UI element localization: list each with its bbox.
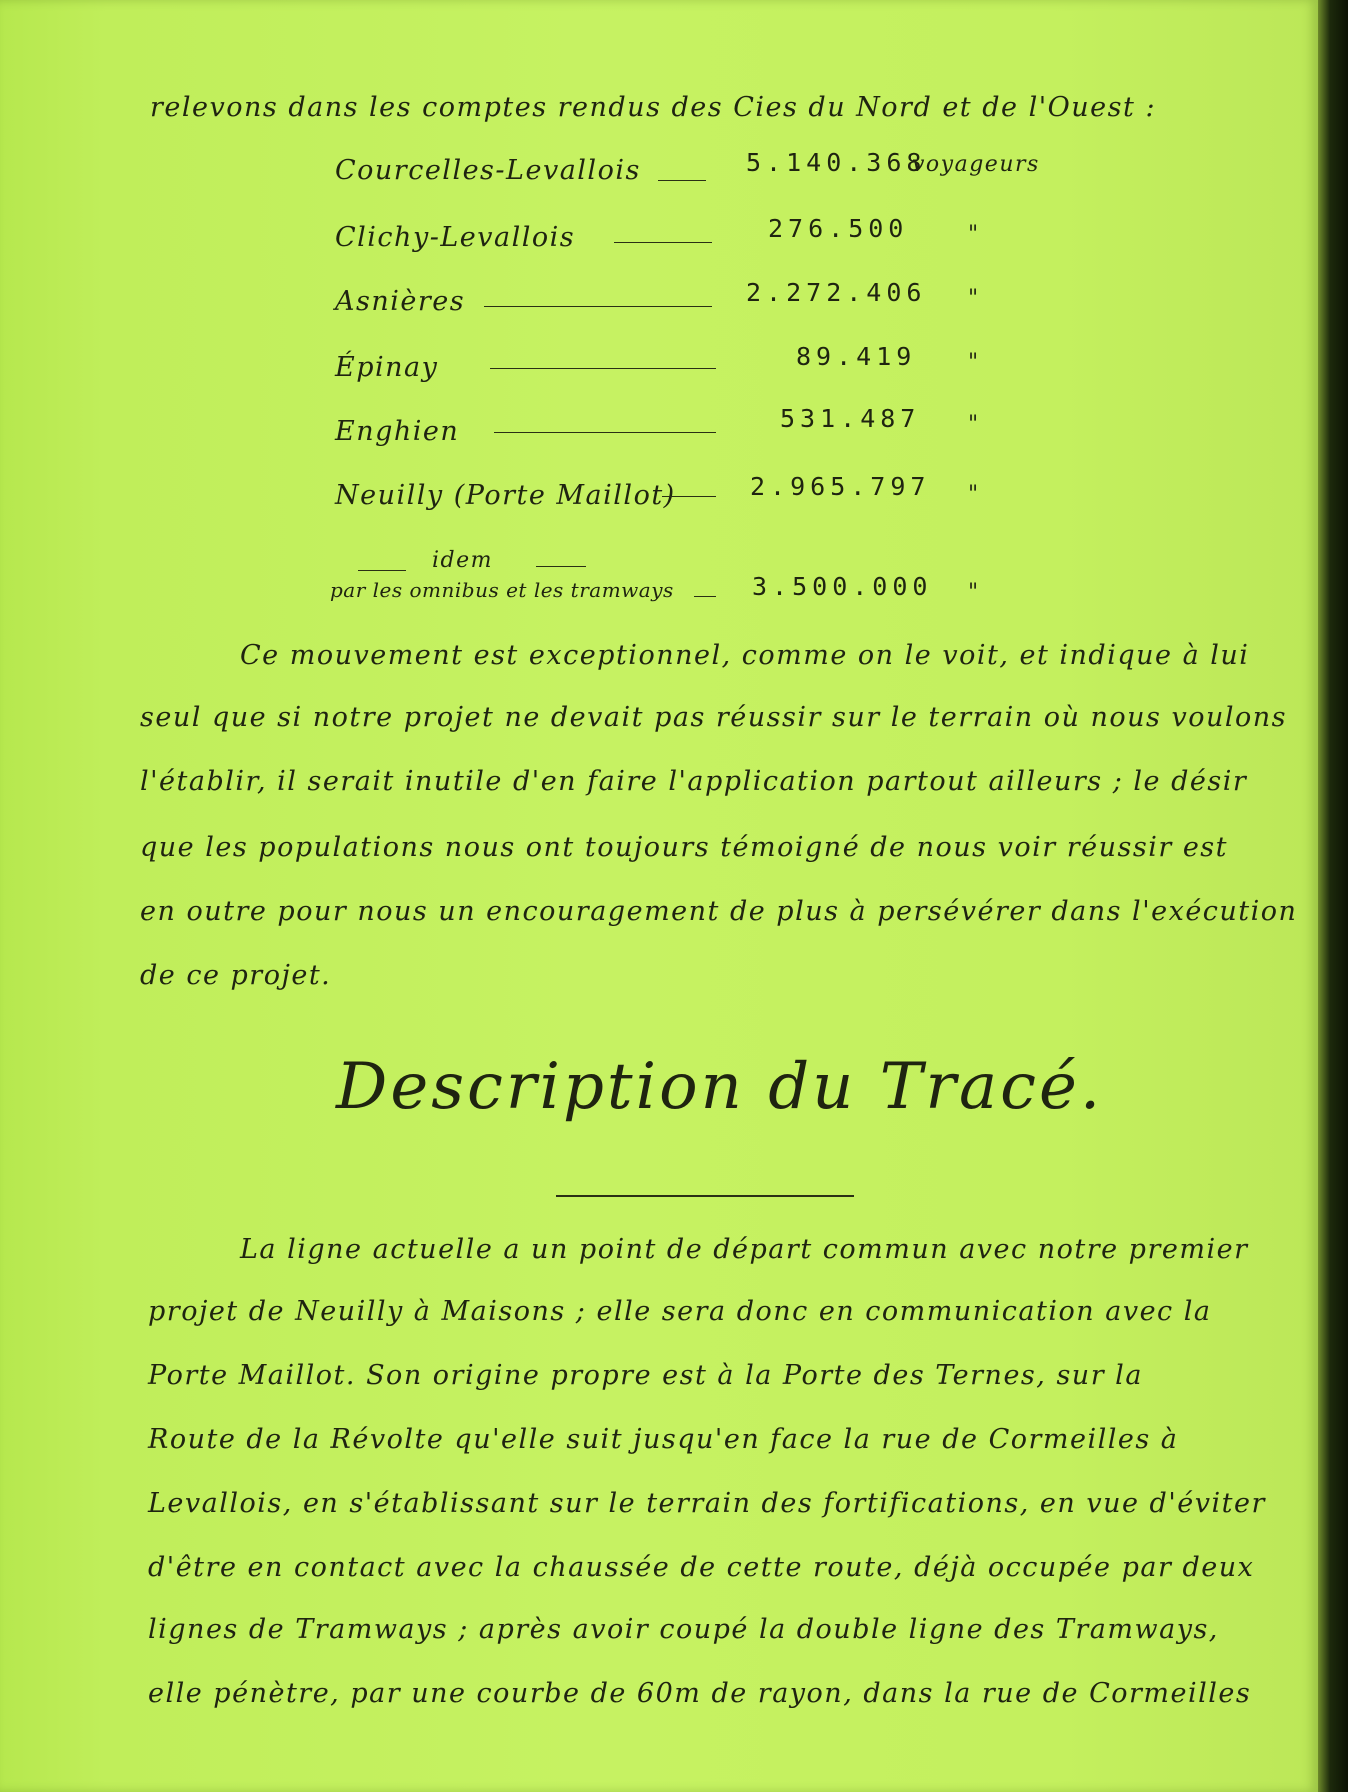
ditto-mark: ": [968, 286, 980, 311]
section-heading: Description du Tracé.: [336, 1050, 1104, 1124]
station-name: Clichy-Levallois: [335, 222, 576, 253]
leader-line: [484, 306, 712, 307]
leader-line: [662, 496, 716, 497]
ditto-mark: ": [968, 412, 980, 437]
text-line: Levallois, en s'établissant sur le terrain des fortifications, en vue d'éviter: [148, 1488, 1266, 1519]
leader-line: [358, 570, 406, 571]
idem-label: par les omnibus et les tramways: [330, 578, 674, 602]
station-name: Enghien: [335, 416, 460, 447]
station-value: 276.500: [768, 214, 909, 243]
station-name: Asnières: [335, 286, 466, 317]
text-line: seul que si notre projet ne devait pas réussir sur le terrain où nous voulons: [140, 702, 1288, 733]
text-line: La ligne actuelle a un point de départ commun avec notre premier: [240, 1234, 1249, 1265]
station-value: 531.487: [780, 404, 921, 433]
station-unit: voyageurs: [912, 152, 1040, 177]
leader-line: [490, 368, 716, 369]
text-line: elle pénètre, par une courbe de 60m de rayon, dans la rue de Cormeilles: [148, 1678, 1252, 1709]
ditto-mark: ": [968, 482, 980, 507]
text-line: Route de la Révolte qu'elle suit jusqu'en face la rue de Cormeilles à: [148, 1424, 1179, 1455]
text-line: d'être en contact avec la chaussée de cette route, déjà occupée par deux: [148, 1552, 1255, 1583]
leader-line: [494, 432, 716, 433]
idem-value: 3.500.000: [752, 572, 933, 601]
leader-line: [536, 566, 586, 567]
station-name: Épinay: [335, 352, 439, 383]
page-edge-shadow: [1318, 0, 1348, 1792]
station-value: 89.419: [796, 342, 917, 371]
station-value: 2.965.797: [750, 472, 931, 501]
text-line: de ce projet.: [140, 960, 332, 991]
station-name: Courcelles-Levallois: [335, 155, 641, 186]
text-line: projet de Neuilly à Maisons ; elle sera donc en communication avec la: [148, 1296, 1212, 1327]
text-line: lignes de Tramways ; après avoir coupé la double ligne des Tramways,: [148, 1614, 1219, 1645]
text-line: Ce mouvement est exceptionnel, comme on le voit, et indique à lui: [240, 640, 1250, 671]
idem-word: idem: [432, 548, 493, 573]
station-value: 5.140.368: [746, 148, 927, 177]
leader-line: [694, 596, 716, 597]
text-line: que les populations nous ont toujours témoigné de nous voir réussir est: [140, 832, 1229, 863]
text-line: en outre pour nous un encouragement de plus à persévérer dans l'exécution: [140, 896, 1298, 927]
ditto-mark: ": [968, 350, 980, 375]
intro-line: relevons dans les comptes rendus des Cies du Nord et de l'Ouest :: [150, 92, 1157, 123]
station-value: 2.272.406: [746, 278, 927, 307]
station-name: Neuilly (Porte Maillot): [335, 480, 676, 511]
text-line: l'établir, il serait inutile d'en faire l'application partout ailleurs ; le désir: [140, 766, 1248, 797]
leader-line: [614, 242, 712, 243]
ditto-mark: ": [968, 222, 980, 247]
ditto-mark: ": [968, 580, 980, 605]
heading-underline: [556, 1195, 854, 1197]
leader-line: [658, 180, 706, 181]
text-line: Porte Maillot. Son origine propre est à la Porte des Ternes, sur la: [148, 1360, 1143, 1391]
